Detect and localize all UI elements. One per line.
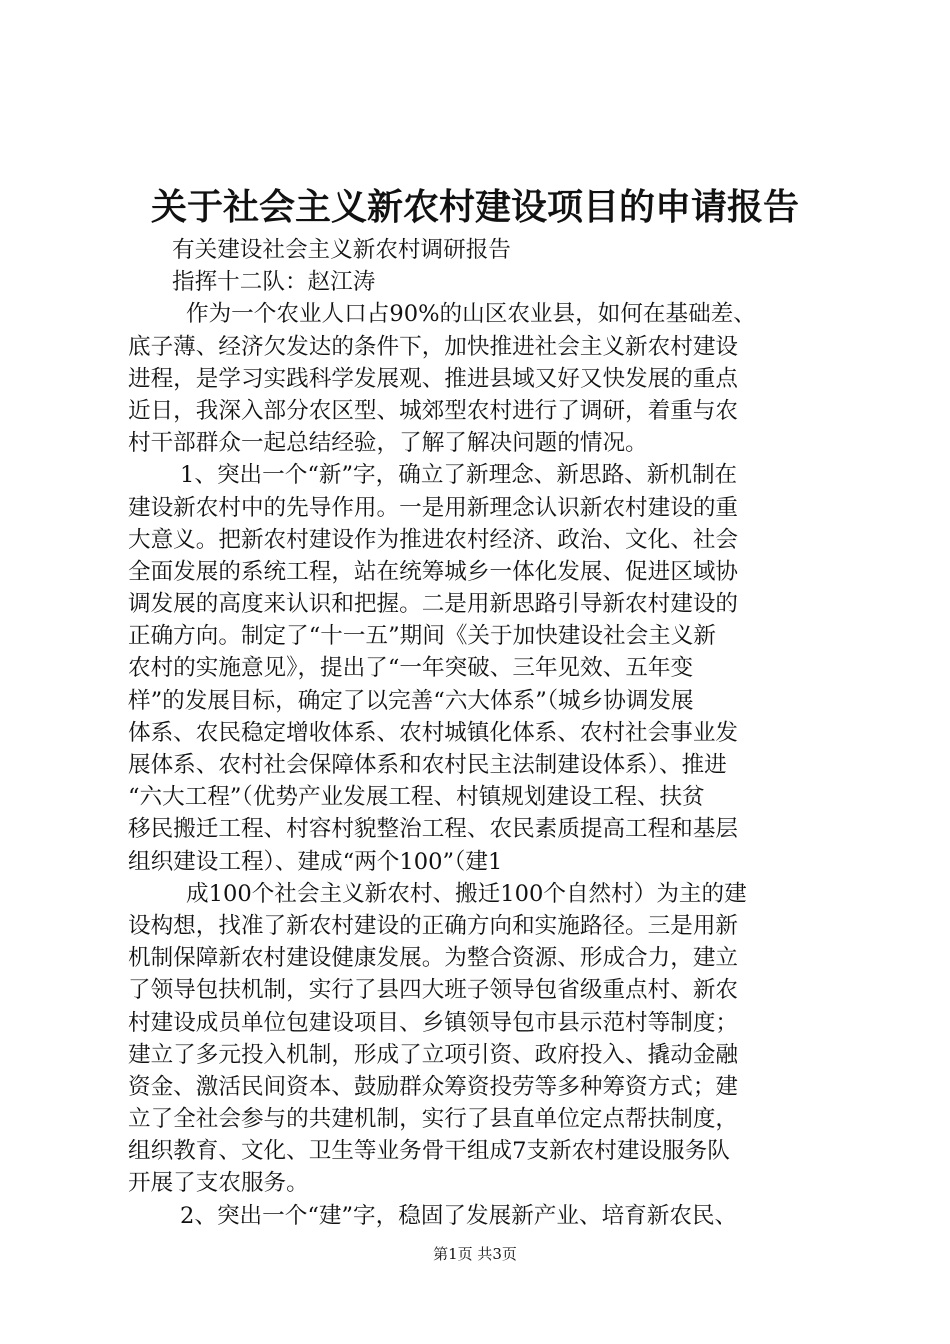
paragraph-line: 1、突出一个“新”字，确立了新理念、新思路、新机制在 [180,462,738,489]
paragraph-line: 村干部群众一起总结经验，了解了解决问题的情况。 [128,430,648,457]
document-title: 关于社会主义新农村建设项目的申请报告 [150,186,799,228]
author-line: 指挥十二队：赵江涛 [172,269,376,296]
page-number: 第1页 共3页 [433,1245,517,1263]
paragraph-line: 2、突出一个“建”字，稳固了发展新产业、培育新农民、 [180,1202,738,1229]
paragraph-line: “六大工程”（优势产业发展工程、村镇规划建设工程、扶贫 [128,784,705,811]
paragraph-line: 正确方向。制定了“十一五”期间《关于加快建设社会主义新 [128,623,716,650]
paragraph-line: 体系、农民稳定增收体系、农村城镇化体系、农村社会事业发 [128,719,739,746]
paragraph-line: 调发展的高度来认识和把握。二是用新思路引导新农村建设的 [128,591,739,618]
paragraph-line: 组织教育、文化、卫生等业务骨干组成7支新农村建设服务队 [128,1138,730,1165]
paragraph-line: 设构想，找准了新农村建设的正确方向和实施路径。三是用新 [128,912,739,939]
paragraph-line: 立了全社会参与的共建机制，实行了县直单位定点帮扶制度， [128,1106,739,1133]
paragraph-line: 近日，我深入部分农区型、城郊型农村进行了调研，着重与农 [128,397,739,424]
paragraph-line: 样”的发展目标，确定了以完善“六大体系”（城乡协调发展 [128,687,694,714]
document-body [128,234,828,1232]
paragraph-line: 大意义。把新农村建设作为推进农村经济、政治、文化、社会 [128,526,739,553]
paragraph-line: 村建设成员单位包建设项目、乡镇领导包市县示范村等制度； [128,1009,739,1036]
paragraph-line: 机制保障新农村建设健康发展。为整合资源、形成合力，建立 [128,945,739,972]
paragraph-line: 底子薄、经济欠发达的条件下，加快推进社会主义新农村建设 [128,333,739,360]
paragraph-line: 作为一个农业人口占90%的山区农业县，如何在基础差、 [186,301,756,328]
paragraph-line: 开展了支农服务。 [128,1170,309,1197]
paragraph-line: 农村的实施意见》，提出了“一年突破、三年见效、五年变 [128,655,694,682]
paragraph-line: 资金、激活民间资本、鼓励群众筹资投劳等多种筹资方式；建 [128,1073,739,1100]
paragraph-line: 组织建设工程）、建成“两个100”（建1 [128,848,503,875]
paragraph-line: 了领导包扶机制，实行了县四大班子领导包省级重点村、新农 [128,977,739,1004]
paragraph-line: 建立了多元投入机制，形成了立项引资、政府投入、撬动金融 [128,1041,739,1068]
paragraph-line: 进程，是学习实践科学发展观、推进县域又好又快发展的重点 [128,365,739,392]
subtitle-line: 有关建设社会主义新农村调研报告 [172,237,511,263]
paragraph-line: 成100个社会主义新农村、搬迁100个自然村）为主的建 [186,880,747,907]
paragraph-line: 展体系、农村社会保障体系和农村民主法制建设体系）、推进 [128,752,727,778]
paragraph-line: 全面发展的系统工程，站在统筹城乡一体化发展、促进区域协 [128,558,739,585]
paragraph-line: 移民搬迁工程、村容村貌整治工程、农民素质提高工程和基层 [128,816,739,843]
paragraph-line: 建设新农村中的先导作用。一是用新理念认识新农村建设的重 [128,494,739,521]
